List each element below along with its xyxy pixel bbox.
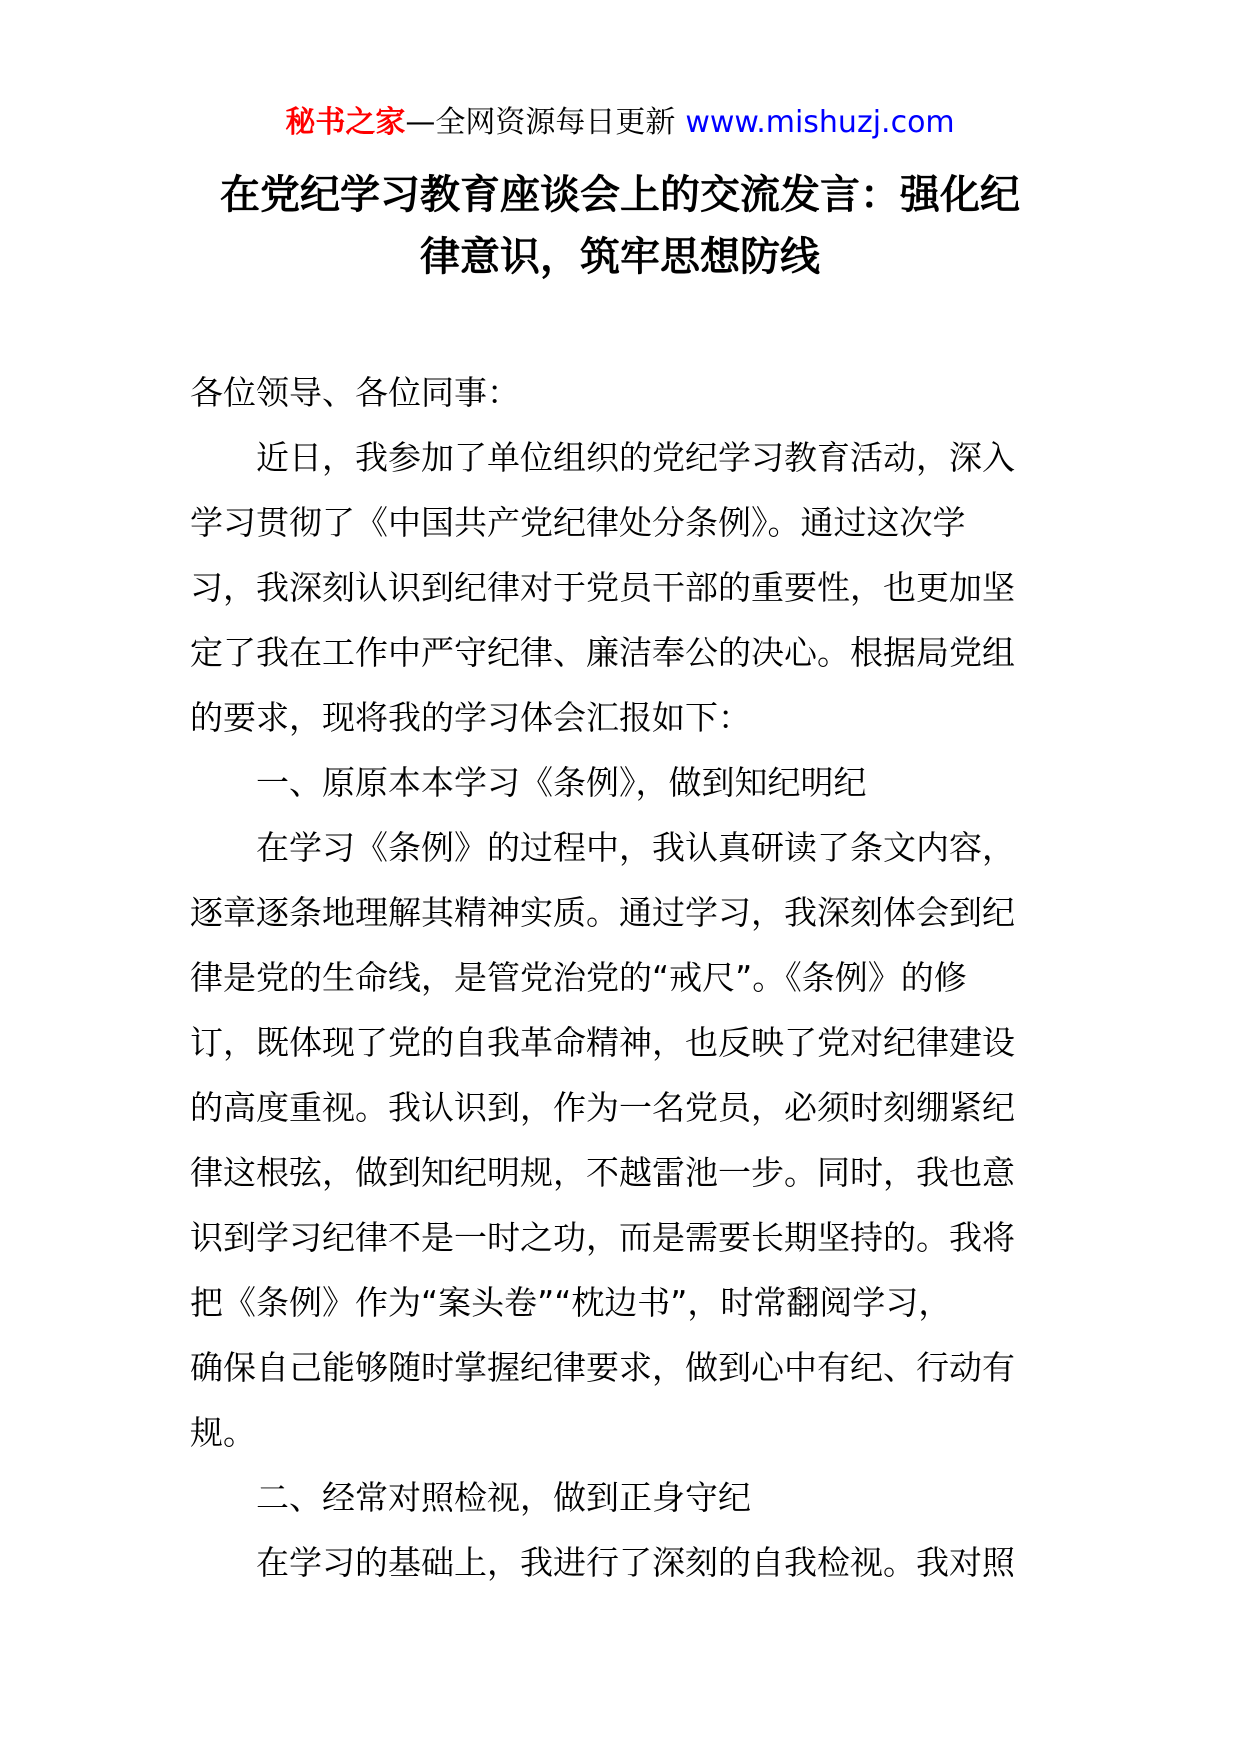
paragraph-2-line-8: 把《条例》作为“案头卷”“枕边书”，时常翻阅学习， [190,1283,952,1322]
section-heading-1: 一、原原本本学习《条例》，做到知纪明纪 [256,763,867,802]
paragraph-2-line-3: 律是党的生命线，是管党治党的“戒尺”。《条例》的修 [190,958,967,997]
document-body [190,360,1060,1595]
paragraph-2-line-1: 在学习《条例》的过程中，我认真研读了条文内容， [256,828,1015,867]
paragraph-2-line-5: 的高度重视。我认识到，作为一名党员，必须时刻绷紧纪 [190,1088,1015,1127]
paragraph-2-line-9: 确保自己能够随时掌握纪律要求，做到心中有纪、行动有 [190,1348,1015,1387]
paragraph-2-line-4: 订，既体现了党的自我革命精神，也反映了党对纪律建设 [190,1023,1015,1062]
greeting: 各位领导、各位同事： [190,373,520,412]
header-tagline: —全网资源每日更新 [405,105,676,140]
title-line-1: 在党纪学习教育座谈会上的交流发言：强化纪 [220,172,1020,218]
paragraph-1-line-4: 定了我在工作中严守纪律、廉洁奉公的决心。根据局党组 [190,633,1015,672]
paragraph-1-line-3: 习，我深刻认识到纪律对于党员干部的重要性，也更加坚 [190,568,1015,607]
paragraph-1-line-2: 学习贯彻了《中国共产党纪律处分条例》。通过这次学 [190,503,966,542]
paragraph-3-line-1: 在学习的基础上，我进行了深刻的自我检视。我对照 [256,1543,1015,1582]
paragraph-1-line-1: 近日，我参加了单位组织的党纪学习教育活动，深入 [256,438,1015,477]
title-line-2: 律意识，筑牢思想防线 [420,234,820,280]
brand-name: 秘书之家 [285,105,406,140]
paragraph-2-line-6: 律这根弦，做到知纪明规，不越雷池一步。同时，我也意 [190,1153,1015,1192]
site-url[interactable]: www.mishuzj.com [685,105,955,140]
section-heading-2: 二、经常对照检视，做到正身守纪 [256,1478,751,1517]
paragraph-2-line-7: 识到学习纪律不是一时之功，而是需要长期坚持的。我将 [190,1218,1015,1257]
paragraph-2-line-2: 逐章逐条地理解其精神实质。通过学习，我深刻体会到纪 [190,893,1015,932]
paragraph-2-line-10: 规。 [190,1413,256,1452]
document-title [180,164,1060,288]
paragraph-1-line-5: 的要求，现将我的学习体会汇报如下： [190,698,751,737]
site-header [0,100,1240,146]
